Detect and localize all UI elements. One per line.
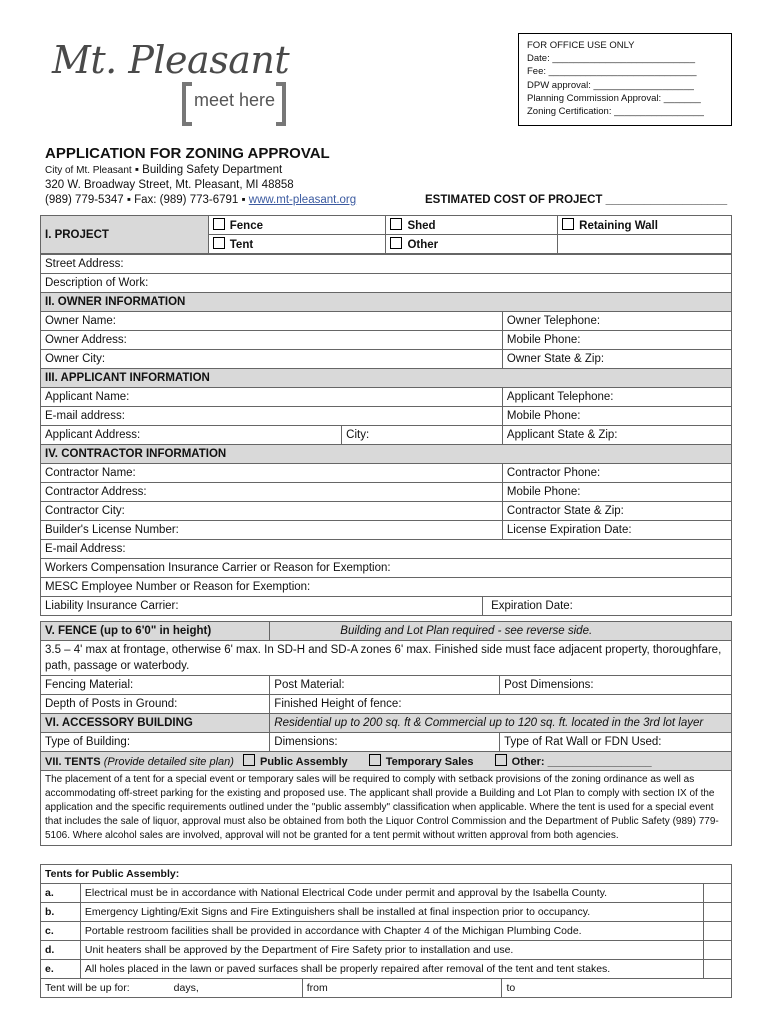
post-depth-field[interactable]: Depth of Posts in Ground: xyxy=(41,695,270,714)
item-letter: d. xyxy=(41,941,81,960)
item-letter: c. xyxy=(41,922,81,941)
assembly-item: All holes placed in the lawn or paved surfaces shall be properly repaired after removal of the tent and tent stakes. xyxy=(80,960,703,979)
tent-from-field[interactable]: from xyxy=(302,979,502,998)
fence-requirements: 3.5 – 4' max at frontage, otherwise 6' max. In SD-H and SD-A zones 6' max. Finished side must face adjacent property, thoroughfare, path, passage or waterbody. xyxy=(41,641,732,676)
project-table xyxy=(40,215,732,254)
tent-duration-field[interactable]: Tent will be up for: days, xyxy=(41,979,303,998)
builder-license-field[interactable]: Builder's License Number: xyxy=(41,521,503,540)
building-type-field[interactable]: Type of Building: xyxy=(41,733,270,752)
tents-heading-row xyxy=(41,752,732,771)
item-check[interactable] xyxy=(704,922,732,941)
logo-wordmark: Mt. Pleasant xyxy=(52,38,290,82)
owner-mobile-field[interactable]: Mobile Phone: xyxy=(502,331,731,350)
checkbox-icon[interactable] xyxy=(243,754,255,766)
item-letter: b. xyxy=(41,903,81,922)
checkbox-icon[interactable] xyxy=(390,237,402,249)
owner-name-field[interactable]: Owner Name: xyxy=(41,312,503,331)
main-form-table xyxy=(40,254,732,616)
option-tent-other[interactable]: Other: _________________ xyxy=(495,756,652,768)
option-temporary-sales[interactable]: Temporary Sales xyxy=(369,756,474,768)
street-address-field[interactable]: Street Address: xyxy=(41,255,732,274)
address-line: 320 W. Broadway Street, Mt. Pleasant, MI 48858 xyxy=(45,179,294,191)
fencing-material-field[interactable]: Fencing Material: xyxy=(41,676,270,695)
checkbox-icon[interactable] xyxy=(562,218,574,230)
assembly-item: Electrical must be in accordance with National Electrical Code under permit and approval by the Isabella County. xyxy=(80,884,703,903)
contractor-heading: IV. CONTRACTOR INFORMATION xyxy=(41,445,732,464)
item-letter: a. xyxy=(41,884,81,903)
applicant-mobile-field[interactable]: Mobile Phone: xyxy=(502,407,731,426)
office-date[interactable]: Date: ___________________________ xyxy=(527,53,695,65)
workers-comp-field[interactable]: Workers Compensation Insurance Carrier or Reason for Exemption: xyxy=(41,559,732,578)
department: ▪ Building Safety Department xyxy=(131,164,283,176)
office-heading: FOR OFFICE USE ONLY xyxy=(527,40,635,51)
item-check[interactable] xyxy=(704,903,732,922)
checkbox-icon[interactable] xyxy=(213,237,225,249)
item-letter: e. xyxy=(41,960,81,979)
post-material-field[interactable]: Post Material: xyxy=(270,676,500,695)
rat-wall-field[interactable]: Type of Rat Wall or FDN Used: xyxy=(500,733,732,752)
project-heading: I. PROJECT xyxy=(41,216,209,254)
contact: (989) 779-5347 ▪ Fax: (989) 773-6791 ▪ xyxy=(45,194,249,206)
license-expiration-field[interactable]: License Expiration Date: xyxy=(502,521,731,540)
applicant-name-field[interactable]: Applicant Name: xyxy=(41,388,503,407)
accessory-heading: VI. ACCESSORY BUILDING xyxy=(41,714,270,733)
city-small: City of Mt. Pleasant xyxy=(45,165,132,176)
owner-city-field[interactable]: Owner City: xyxy=(41,350,503,369)
office-use-box xyxy=(518,33,732,126)
post-dimensions-field[interactable]: Post Dimensions: xyxy=(500,676,732,695)
owner-state-zip-field[interactable]: Owner State & Zip: xyxy=(502,350,731,369)
fence-note: Building and Lot Plan required - see reverse side. xyxy=(270,622,732,641)
applicant-email-field[interactable]: E-mail address: xyxy=(41,407,503,426)
contractor-state-zip-field[interactable]: Contractor State & Zip: xyxy=(502,502,731,521)
office-fee[interactable]: Fee: ____________________________ xyxy=(527,66,697,78)
liability-expiration-field[interactable]: Expiration Date: xyxy=(483,597,732,616)
assembly-item: Emergency Lighting/Exit Signs and Fire Extinguishers shall be installed at final inspection prior to occupancy. xyxy=(80,903,703,922)
liability-field[interactable]: Liability Insurance Carrier: xyxy=(41,597,483,616)
option-tent[interactable]: Tent xyxy=(208,235,386,254)
website-link[interactable]: www.mt-pleasant.org xyxy=(248,194,357,206)
contractor-name-field[interactable]: Contractor Name: xyxy=(41,464,503,483)
checkbox-icon[interactable] xyxy=(369,754,381,766)
contractor-email-field[interactable]: E-mail Address: xyxy=(41,540,732,559)
office-zoning[interactable]: Zoning Certification: _________________ xyxy=(527,106,704,118)
assembly-item: Portable restroom facilities shall be provided in accordance with Chapter 4 of the Michigan Plumbing Code. xyxy=(80,922,703,941)
contractor-phone-field[interactable]: Contractor Phone: xyxy=(502,464,731,483)
tents-note: (Provide detailed site plan) xyxy=(103,756,234,768)
details-table xyxy=(40,621,732,846)
contractor-mobile-field[interactable]: Mobile Phone: xyxy=(502,483,731,502)
option-shed[interactable]: Shed xyxy=(386,216,558,235)
option-other[interactable]: Other xyxy=(386,235,558,254)
page-title: APPLICATION FOR ZONING APPROVAL xyxy=(45,145,330,162)
tents-heading: VII. TENTS xyxy=(45,756,101,768)
tagline-text: meet here xyxy=(194,90,276,110)
checkbox-icon[interactable] xyxy=(390,218,402,230)
checkbox-icon[interactable] xyxy=(213,218,225,230)
option-public-assembly[interactable]: Public Assembly xyxy=(243,756,348,768)
logo-tagline xyxy=(182,82,286,118)
tents-paragraph: The placement of a tent for a special event or temporary sales will be required to comply with setback provisions of the zoning ordinance as well as accommodating off-street parking for the existing and proposed use. The applicant shall provide a Building and Lot Plan to comply with section IX of the application and the specific requirements outlined under the "public assembly" classification when applicable. Where the tent is used for a special event that includes the sale of liquor, approval must also be obtained from both the Liquor Control Commission and the Department of Public Safety (989) 779-5106. Where alcohol sales are involved, approval will not be granted for a tent permit without written approval from both agencies. xyxy=(41,771,732,846)
estimated-cost-field[interactable]: ESTIMATED COST OF PROJECT ___________________ xyxy=(425,194,728,206)
department-line xyxy=(45,164,282,176)
contractor-address-field[interactable]: Contractor Address: xyxy=(41,483,503,502)
contact-line xyxy=(45,194,356,206)
description-field[interactable]: Description of Work: xyxy=(41,274,732,293)
option-retaining-wall[interactable]: Retaining Wall xyxy=(558,216,732,235)
checkbox-icon[interactable] xyxy=(495,754,507,766)
applicant-heading: III. APPLICANT INFORMATION xyxy=(41,369,732,388)
dimensions-field[interactable]: Dimensions: xyxy=(270,733,500,752)
accessory-note: Residential up to 200 sq. ft & Commercial up to 120 sq. ft. located in the 3rd lot layer xyxy=(270,714,732,733)
item-check[interactable] xyxy=(704,941,732,960)
fence-heading: V. FENCE (up to 6'0" in height) xyxy=(41,622,270,641)
contractor-city-field[interactable]: Contractor City: xyxy=(41,502,503,521)
item-check[interactable] xyxy=(704,884,732,903)
office-dpw[interactable]: DPW approval: ___________________ xyxy=(527,79,694,91)
owner-telephone-field[interactable]: Owner Telephone: xyxy=(502,312,731,331)
option-fence[interactable]: Fence xyxy=(208,216,386,235)
applicant-telephone-field[interactable]: Applicant Telephone: xyxy=(502,388,731,407)
applicant-state-zip-field[interactable]: Applicant State & Zip: xyxy=(502,426,731,445)
assembly-heading: Tents for Public Assembly: xyxy=(41,865,732,884)
office-planning[interactable]: Planning Commission Approval: _______ xyxy=(527,92,701,104)
applicant-address-field[interactable]: Applicant Address: xyxy=(41,426,342,445)
applicant-city-field[interactable]: City: xyxy=(342,426,503,445)
tent-to-field[interactable]: to xyxy=(502,979,732,998)
owner-address-field[interactable]: Owner Address: xyxy=(41,331,503,350)
mesc-field[interactable]: MESC Employee Number or Reason for Exemption: xyxy=(41,578,732,597)
item-check[interactable] xyxy=(704,960,732,979)
assembly-table xyxy=(40,864,732,998)
owner-heading: II. OWNER INFORMATION xyxy=(41,293,732,312)
assembly-item: Unit heaters shall be approved by the Department of Fire Safety prior to installation and use. xyxy=(80,941,703,960)
fence-height-field[interactable]: Finished Height of fence: xyxy=(270,695,732,714)
